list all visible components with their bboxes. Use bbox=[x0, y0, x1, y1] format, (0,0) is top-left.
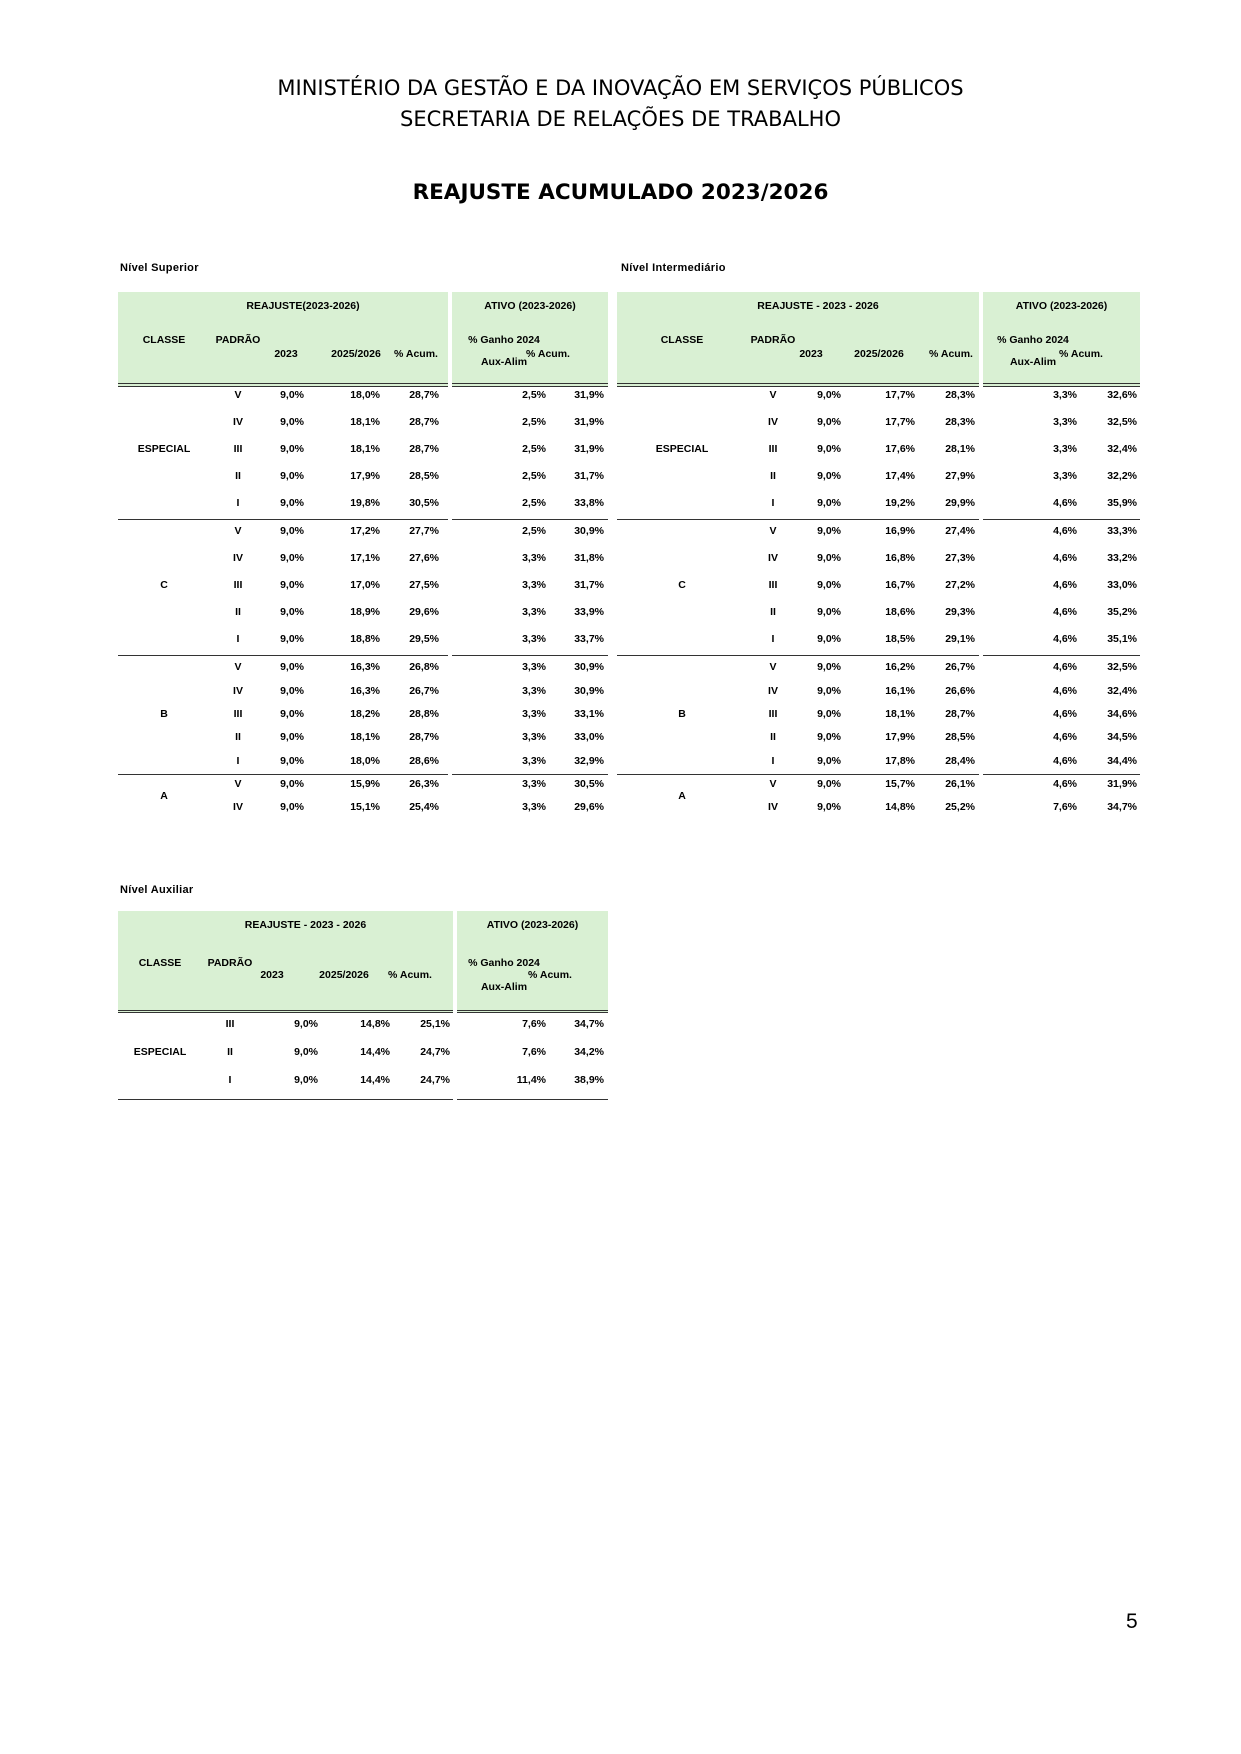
value-2025-2026-cell: 15,9% bbox=[350, 778, 380, 790]
padrao-cell: V bbox=[769, 661, 777, 673]
acum-cell: 27,7% bbox=[409, 525, 439, 537]
value-2025-2026-cell: 16,9% bbox=[885, 525, 915, 537]
acum-cell: 28,7% bbox=[409, 389, 439, 401]
header-rule bbox=[118, 1012, 453, 1013]
acum-cell: 24,7% bbox=[420, 1046, 450, 1058]
value-2023-cell: 9,0% bbox=[817, 778, 841, 790]
value-2023-cell: 9,0% bbox=[294, 1074, 318, 1086]
ganho-2024-cell: 3,3% bbox=[522, 579, 546, 591]
group-rule bbox=[617, 519, 979, 520]
value-2023-cell: 9,0% bbox=[280, 661, 304, 673]
acum-ativo-cell: 32,6% bbox=[1107, 389, 1137, 401]
acum-ativo-cell: 32,2% bbox=[1107, 470, 1137, 482]
ganho-2024-cell: 2,5% bbox=[522, 470, 546, 482]
padrao-cell: II bbox=[235, 731, 241, 743]
value-2025-2026-cell: 18,1% bbox=[350, 731, 380, 743]
ganho-2024-cell: 3,3% bbox=[1053, 389, 1077, 401]
acum-ativo-cell: 33,2% bbox=[1107, 552, 1137, 564]
value-2023-cell: 9,0% bbox=[817, 633, 841, 645]
acum-ativo-cell: 32,5% bbox=[1107, 661, 1137, 673]
acum-ativo-cell: 31,9% bbox=[1107, 778, 1137, 790]
acum-cell: 25,4% bbox=[409, 801, 439, 813]
value-2023-cell: 9,0% bbox=[817, 552, 841, 564]
ganho-2024-cell: 4,6% bbox=[1053, 778, 1077, 790]
ganho-2024-cell: 4,6% bbox=[1053, 525, 1077, 537]
value-2023-cell: 9,0% bbox=[294, 1018, 318, 1030]
ganho-2024-cell: 2,5% bbox=[522, 389, 546, 401]
padrao-cell: III bbox=[233, 708, 243, 720]
value-2025-2026-cell: 18,0% bbox=[350, 389, 380, 401]
section-label-intermediario: Nível Intermediário bbox=[621, 262, 726, 274]
col-header-classe: CLASSE bbox=[142, 334, 186, 346]
page-number: 5 bbox=[1126, 1610, 1138, 1633]
value-2023-cell: 9,0% bbox=[280, 731, 304, 743]
value-2023-cell: 9,0% bbox=[280, 778, 304, 790]
classe-label: B bbox=[678, 708, 686, 720]
col-header-padrao: PADRÃO bbox=[215, 334, 261, 346]
col-header-ganho-2024: % Ganho 2024 bbox=[468, 334, 540, 346]
acum-cell: 28,8% bbox=[409, 708, 439, 720]
acum-ativo-cell: 32,4% bbox=[1107, 685, 1137, 697]
acum-cell: 28,5% bbox=[409, 470, 439, 482]
acum-cell: 27,5% bbox=[409, 579, 439, 591]
group-rule bbox=[983, 383, 1140, 384]
value-2023-cell: 9,0% bbox=[817, 497, 841, 509]
ganho-2024-cell: 3,3% bbox=[1053, 416, 1077, 428]
value-2023-cell: 9,0% bbox=[280, 755, 304, 767]
value-2025-2026-cell: 16,8% bbox=[885, 552, 915, 564]
ganho-2024-cell: 4,6% bbox=[1053, 685, 1077, 697]
header-rule bbox=[452, 386, 608, 387]
padrao-cell: I bbox=[771, 497, 775, 509]
value-2025-2026-cell: 18,8% bbox=[350, 633, 380, 645]
acum-cell: 25,2% bbox=[945, 801, 975, 813]
value-2023-cell: 9,0% bbox=[817, 685, 841, 697]
col-header-acum-ativo: % Acum. bbox=[526, 348, 570, 360]
value-2025-2026-cell: 17,9% bbox=[885, 731, 915, 743]
classe-label: B bbox=[160, 708, 168, 720]
acum-cell: 24,7% bbox=[420, 1074, 450, 1086]
col-header-acum-ativo: % Acum. bbox=[1059, 348, 1103, 360]
ganho-2024-cell: 3,3% bbox=[1053, 443, 1077, 455]
acum-cell: 27,9% bbox=[945, 470, 975, 482]
acum-cell: 29,9% bbox=[945, 497, 975, 509]
padrao-cell: IV bbox=[768, 801, 778, 813]
value-2025-2026-cell: 17,6% bbox=[885, 443, 915, 455]
acum-ativo-cell: 34,5% bbox=[1107, 731, 1137, 743]
value-2023-cell: 9,0% bbox=[817, 606, 841, 618]
ganho-2024-cell: 7,6% bbox=[522, 1046, 546, 1058]
padrao-cell: IV bbox=[233, 416, 243, 428]
acum-ativo-cell: 35,9% bbox=[1107, 497, 1137, 509]
acum-cell: 26,8% bbox=[409, 661, 439, 673]
padrao-cell: IV bbox=[768, 552, 778, 564]
value-2025-2026-cell: 16,7% bbox=[885, 579, 915, 591]
acum-ativo-cell: 34,4% bbox=[1107, 755, 1137, 767]
ganho-2024-cell: 3,3% bbox=[522, 552, 546, 564]
padrao-cell: III bbox=[233, 443, 243, 455]
value-2025-2026-cell: 18,1% bbox=[885, 708, 915, 720]
value-2025-2026-cell: 17,7% bbox=[885, 416, 915, 428]
acum-cell: 27,4% bbox=[945, 525, 975, 537]
group-rule bbox=[457, 1010, 608, 1011]
padrao-cell: II bbox=[235, 606, 241, 618]
acum-ativo-cell: 30,9% bbox=[574, 685, 604, 697]
acum-ativo-cell: 31,9% bbox=[574, 389, 604, 401]
ganho-2024-cell: 4,6% bbox=[1053, 552, 1077, 564]
ganho-2024-cell: 3,3% bbox=[522, 685, 546, 697]
padrao-cell: V bbox=[769, 525, 777, 537]
col-header-2025-2026: 2025/2026 bbox=[854, 348, 904, 360]
acum-cell: 27,6% bbox=[409, 552, 439, 564]
ganho-2024-cell: 7,6% bbox=[1053, 801, 1077, 813]
acum-ativo-cell: 31,8% bbox=[574, 552, 604, 564]
padrao-cell: III bbox=[225, 1018, 235, 1030]
ganho-2024-cell: 11,4% bbox=[516, 1074, 546, 1086]
ganho-2024-cell: 4,6% bbox=[1053, 755, 1077, 767]
value-2025-2026-cell: 18,2% bbox=[350, 708, 380, 720]
acum-cell: 26,6% bbox=[945, 685, 975, 697]
ganho-2024-cell: 4,6% bbox=[1053, 731, 1077, 743]
acum-ativo-cell: 34,6% bbox=[1107, 708, 1137, 720]
value-2023-cell: 9,0% bbox=[280, 579, 304, 591]
section-label-auxiliar: Nível Auxiliar bbox=[120, 884, 194, 896]
ganho-2024-cell: 3,3% bbox=[522, 731, 546, 743]
col-header-classe: CLASSE bbox=[660, 334, 704, 346]
ganho-2024-cell: 4,6% bbox=[1053, 661, 1077, 673]
acum-cell: 28,3% bbox=[945, 389, 975, 401]
acum-ativo-cell: 34,7% bbox=[1107, 801, 1137, 813]
padrao-cell: V bbox=[234, 661, 242, 673]
col-header-2025-2026: 2025/2026 bbox=[319, 969, 369, 981]
padrao-cell: II bbox=[770, 731, 776, 743]
acum-ativo-cell: 38,9% bbox=[574, 1074, 604, 1086]
group-header-reajuste: REAJUSTE - 2023 - 2026 bbox=[244, 919, 367, 931]
value-2023-cell: 9,0% bbox=[294, 1046, 318, 1058]
acum-ativo-cell: 33,9% bbox=[574, 606, 604, 618]
classe-label: ESPECIAL bbox=[133, 1046, 187, 1058]
value-2025-2026-cell: 18,5% bbox=[885, 633, 915, 645]
acum-cell: 28,4% bbox=[945, 755, 975, 767]
acum-cell: 29,5% bbox=[409, 633, 439, 645]
group-rule bbox=[983, 655, 1140, 656]
ganho-2024-cell: 4,6% bbox=[1053, 497, 1077, 509]
classe-label: ESPECIAL bbox=[655, 443, 709, 455]
value-2025-2026-cell: 17,7% bbox=[885, 389, 915, 401]
group-header-ativo: ATIVO (2023-2026) bbox=[1015, 300, 1108, 312]
col-header-2025-2026: 2025/2026 bbox=[331, 348, 381, 360]
col-header-2023: 2023 bbox=[260, 969, 284, 981]
acum-ativo-cell: 33,0% bbox=[574, 731, 604, 743]
group-rule bbox=[118, 383, 448, 384]
col-header-acum: % Acum. bbox=[388, 969, 432, 981]
padrao-cell: I bbox=[236, 755, 240, 767]
value-2025-2026-cell: 19,8% bbox=[350, 497, 380, 509]
ganho-2024-cell: 4,6% bbox=[1053, 606, 1077, 618]
classe-label: C bbox=[678, 579, 686, 591]
value-2025-2026-cell: 16,1% bbox=[885, 685, 915, 697]
acum-ativo-cell: 33,1% bbox=[574, 708, 604, 720]
col-header-acum-ativo: % Acum. bbox=[528, 969, 572, 981]
group-rule bbox=[118, 774, 448, 775]
value-2025-2026-cell: 18,6% bbox=[885, 606, 915, 618]
classe-label: ESPECIAL bbox=[137, 443, 191, 455]
value-2023-cell: 9,0% bbox=[280, 633, 304, 645]
value-2025-2026-cell: 18,9% bbox=[350, 606, 380, 618]
value-2023-cell: 9,0% bbox=[817, 755, 841, 767]
group-rule bbox=[617, 383, 979, 384]
header-rule bbox=[617, 386, 979, 387]
value-2023-cell: 9,0% bbox=[280, 389, 304, 401]
ganho-2024-cell: 3,3% bbox=[522, 661, 546, 673]
value-2023-cell: 9,0% bbox=[817, 525, 841, 537]
padrao-cell: IV bbox=[233, 685, 243, 697]
section-label-superior: Nível Superior bbox=[120, 262, 199, 274]
value-2023-cell: 9,0% bbox=[817, 416, 841, 428]
acum-ativo-cell: 32,4% bbox=[1107, 443, 1137, 455]
padrao-cell: III bbox=[233, 579, 243, 591]
acum-ativo-cell: 35,2% bbox=[1107, 606, 1137, 618]
header-rule bbox=[983, 386, 1140, 387]
group-rule bbox=[452, 655, 608, 656]
value-2023-cell: 9,0% bbox=[817, 731, 841, 743]
ganho-2024-cell: 4,6% bbox=[1053, 579, 1077, 591]
acum-ativo-cell: 31,7% bbox=[574, 579, 604, 591]
acum-cell: 26,1% bbox=[945, 778, 975, 790]
value-2025-2026-cell: 17,1% bbox=[350, 552, 380, 564]
value-2025-2026-cell: 17,2% bbox=[350, 525, 380, 537]
group-rule bbox=[118, 1010, 453, 1011]
value-2023-cell: 9,0% bbox=[280, 552, 304, 564]
value-2023-cell: 9,0% bbox=[817, 389, 841, 401]
ganho-2024-cell: 3,3% bbox=[522, 778, 546, 790]
value-2025-2026-cell: 18,1% bbox=[350, 416, 380, 428]
group-header-ativo: ATIVO (2023-2026) bbox=[484, 300, 576, 312]
acum-ativo-cell: 33,7% bbox=[574, 633, 604, 645]
classe-label: C bbox=[160, 579, 168, 591]
acum-cell: 28,1% bbox=[945, 443, 975, 455]
acum-cell: 28,6% bbox=[409, 755, 439, 767]
header-rule bbox=[457, 1012, 608, 1013]
acum-cell: 27,3% bbox=[945, 552, 975, 564]
value-2025-2026-cell: 15,1% bbox=[350, 801, 380, 813]
acum-ativo-cell: 30,9% bbox=[574, 525, 604, 537]
table-bottom-rule bbox=[457, 1099, 608, 1100]
value-2023-cell: 9,0% bbox=[280, 685, 304, 697]
group-rule bbox=[983, 519, 1140, 520]
padrao-cell: II bbox=[235, 470, 241, 482]
value-2023-cell: 9,0% bbox=[280, 525, 304, 537]
group-header-reajuste: REAJUSTE - 2023 - 2026 bbox=[757, 300, 879, 312]
acum-cell: 28,7% bbox=[945, 708, 975, 720]
padrao-cell: IV bbox=[233, 801, 243, 813]
value-2025-2026-cell: 19,2% bbox=[885, 497, 915, 509]
ganho-2024-cell: 4,6% bbox=[1053, 633, 1077, 645]
acum-ativo-cell: 32,9% bbox=[574, 755, 604, 767]
page-title: REAJUSTE ACUMULADO 2023/2026 bbox=[412, 180, 829, 205]
padrao-cell: IV bbox=[768, 685, 778, 697]
col-header-aux-alim: Aux-Alim bbox=[480, 356, 528, 368]
ganho-2024-cell: 3,3% bbox=[522, 606, 546, 618]
value-2023-cell: 9,0% bbox=[280, 416, 304, 428]
padrao-cell: I bbox=[236, 497, 240, 509]
value-2025-2026-cell: 17,9% bbox=[350, 470, 380, 482]
padrao-cell: V bbox=[769, 389, 777, 401]
acum-ativo-cell: 31,9% bbox=[574, 416, 604, 428]
acum-ativo-cell: 29,6% bbox=[574, 801, 604, 813]
ganho-2024-cell: 3,3% bbox=[522, 708, 546, 720]
acum-cell: 26,7% bbox=[409, 685, 439, 697]
value-2023-cell: 9,0% bbox=[280, 470, 304, 482]
acum-cell: 26,3% bbox=[409, 778, 439, 790]
value-2023-cell: 9,0% bbox=[280, 497, 304, 509]
padrao-cell: V bbox=[234, 389, 242, 401]
padrao-cell: II bbox=[227, 1046, 233, 1058]
acum-ativo-cell: 33,0% bbox=[1107, 579, 1137, 591]
value-2025-2026-cell: 14,8% bbox=[360, 1018, 390, 1030]
acum-ativo-cell: 33,8% bbox=[574, 497, 604, 509]
value-2025-2026-cell: 14,4% bbox=[360, 1074, 390, 1086]
padrao-cell: I bbox=[771, 633, 775, 645]
col-header-acum: % Acum. bbox=[394, 348, 438, 360]
group-rule bbox=[983, 774, 1140, 775]
value-2025-2026-cell: 14,4% bbox=[360, 1046, 390, 1058]
value-2023-cell: 9,0% bbox=[280, 606, 304, 618]
ganho-2024-cell: 4,6% bbox=[1053, 708, 1077, 720]
value-2025-2026-cell: 16,2% bbox=[885, 661, 915, 673]
acum-ativo-cell: 30,9% bbox=[574, 661, 604, 673]
padrao-cell: IV bbox=[768, 416, 778, 428]
acum-cell: 27,2% bbox=[945, 579, 975, 591]
acum-cell: 28,7% bbox=[409, 416, 439, 428]
col-header-padrao: PADRÃO bbox=[207, 957, 253, 969]
padrao-cell: II bbox=[770, 606, 776, 618]
value-2025-2026-cell: 15,7% bbox=[885, 778, 915, 790]
value-2023-cell: 9,0% bbox=[280, 708, 304, 720]
padrao-cell: IV bbox=[233, 552, 243, 564]
group-rule bbox=[452, 774, 608, 775]
classe-label: A bbox=[678, 789, 686, 802]
value-2025-2026-cell: 16,3% bbox=[350, 685, 380, 697]
col-header-2023: 2023 bbox=[799, 348, 823, 360]
acum-ativo-cell: 33,3% bbox=[1107, 525, 1137, 537]
acum-ativo-cell: 34,2% bbox=[574, 1046, 604, 1058]
value-2025-2026-cell: 18,0% bbox=[350, 755, 380, 767]
padrao-cell: II bbox=[770, 470, 776, 482]
value-2025-2026-cell: 17,0% bbox=[350, 579, 380, 591]
col-header-aux-alim: Aux-Alim bbox=[1009, 356, 1057, 368]
group-rule bbox=[118, 655, 448, 656]
ganho-2024-cell: 2,5% bbox=[522, 443, 546, 455]
padrao-cell: V bbox=[769, 778, 777, 790]
value-2023-cell: 9,0% bbox=[280, 801, 304, 813]
value-2023-cell: 9,0% bbox=[817, 470, 841, 482]
padrao-cell: I bbox=[236, 633, 240, 645]
value-2023-cell: 9,0% bbox=[817, 661, 841, 673]
col-header-classe: CLASSE bbox=[138, 957, 182, 969]
acum-cell: 25,1% bbox=[420, 1018, 450, 1030]
padrao-cell: V bbox=[234, 525, 242, 537]
acum-cell: 28,7% bbox=[409, 443, 439, 455]
value-2025-2026-cell: 14,8% bbox=[885, 801, 915, 813]
col-header-aux-alim: Aux-Alim bbox=[480, 981, 528, 993]
value-2025-2026-cell: 17,8% bbox=[885, 755, 915, 767]
ganho-2024-cell: 3,3% bbox=[522, 801, 546, 813]
group-rule bbox=[452, 383, 608, 384]
acum-cell: 29,6% bbox=[409, 606, 439, 618]
group-rule bbox=[617, 655, 979, 656]
value-2023-cell: 9,0% bbox=[817, 708, 841, 720]
acum-cell: 28,7% bbox=[409, 731, 439, 743]
ministry-heading: MINISTÉRIO DA GESTÃO E DA INOVAÇÃO EM SERVIÇOS PÚBLICOS bbox=[277, 76, 964, 100]
ganho-2024-cell: 3,3% bbox=[522, 633, 546, 645]
acum-cell: 29,3% bbox=[945, 606, 975, 618]
ganho-2024-cell: 2,5% bbox=[522, 416, 546, 428]
value-2023-cell: 9,0% bbox=[817, 443, 841, 455]
padrao-cell: V bbox=[234, 778, 242, 790]
classe-label: A bbox=[160, 789, 168, 802]
table-bottom-rule bbox=[118, 1099, 453, 1100]
group-header-reajuste: REAJUSTE(2023-2026) bbox=[246, 300, 360, 312]
group-rule bbox=[617, 774, 979, 775]
acum-cell: 29,1% bbox=[945, 633, 975, 645]
ganho-2024-cell: 3,3% bbox=[1053, 470, 1077, 482]
acum-ativo-cell: 32,5% bbox=[1107, 416, 1137, 428]
value-2025-2026-cell: 16,3% bbox=[350, 661, 380, 673]
value-2025-2026-cell: 17,4% bbox=[885, 470, 915, 482]
ganho-2024-cell: 2,5% bbox=[522, 497, 546, 509]
ganho-2024-cell: 3,3% bbox=[522, 755, 546, 767]
col-header-padrao: PADRÃO bbox=[750, 334, 796, 346]
padrao-cell: I bbox=[228, 1074, 232, 1086]
ganho-2024-cell: 2,5% bbox=[522, 525, 546, 537]
acum-ativo-cell: 31,7% bbox=[574, 470, 604, 482]
col-header-ganho-2024: % Ganho 2024 bbox=[468, 957, 540, 969]
value-2023-cell: 9,0% bbox=[817, 801, 841, 813]
group-header-ativo: ATIVO (2023-2026) bbox=[486, 919, 579, 931]
acum-cell: 28,3% bbox=[945, 416, 975, 428]
padrao-cell: III bbox=[768, 708, 778, 720]
acum-cell: 28,5% bbox=[945, 731, 975, 743]
acum-ativo-cell: 31,9% bbox=[574, 443, 604, 455]
value-2023-cell: 9,0% bbox=[280, 443, 304, 455]
col-header-2023: 2023 bbox=[274, 348, 298, 360]
secretariat-heading: SECRETARIA DE RELAÇÕES DE TRABALHO bbox=[400, 107, 841, 131]
value-2025-2026-cell: 18,1% bbox=[350, 443, 380, 455]
col-header-acum: % Acum. bbox=[929, 348, 973, 360]
acum-cell: 26,7% bbox=[945, 661, 975, 673]
acum-ativo-cell: 34,7% bbox=[574, 1018, 604, 1030]
padrao-cell: III bbox=[768, 443, 778, 455]
group-rule bbox=[118, 519, 448, 520]
ganho-2024-cell: 7,6% bbox=[522, 1018, 546, 1030]
value-2023-cell: 9,0% bbox=[817, 579, 841, 591]
acum-cell: 30,5% bbox=[409, 497, 439, 509]
padrao-cell: III bbox=[768, 579, 778, 591]
acum-ativo-cell: 30,5% bbox=[574, 778, 604, 790]
group-rule bbox=[452, 519, 608, 520]
padrao-cell: I bbox=[771, 755, 775, 767]
col-header-ganho-2024: % Ganho 2024 bbox=[997, 334, 1069, 346]
acum-ativo-cell: 35,1% bbox=[1107, 633, 1137, 645]
header-rule bbox=[118, 386, 448, 387]
